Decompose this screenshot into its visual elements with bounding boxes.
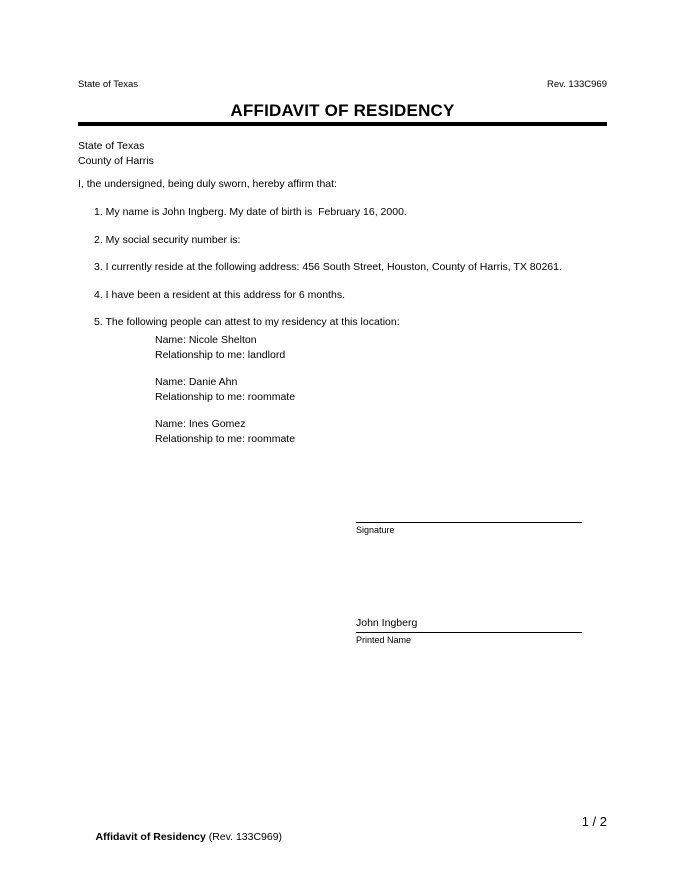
witness-relationship: Relationship to me: roommate	[155, 432, 296, 445]
page-header	[78, 79, 607, 91]
printed-name-caption: Printed Name	[356, 635, 412, 645]
footer-document-label	[78, 816, 282, 858]
title-divider	[78, 122, 607, 126]
footer-document-name: Affidavit of Residency	[95, 831, 206, 843]
header-state-label: State of Texas	[78, 79, 139, 90]
page-title: AFFIDAVIT OF RESIDENCY	[230, 101, 455, 120]
witness-name: Name: Nicole Shelton	[155, 334, 257, 346]
witness-name: Name: Ines Gomez	[155, 418, 246, 430]
list-item	[155, 333, 295, 362]
footer-revision: (Rev. 133C969)	[205, 831, 283, 843]
signature-block	[356, 506, 582, 536]
list-item	[155, 417, 295, 446]
signature-field[interactable]	[356, 506, 582, 522]
page-number: 1 / 2	[581, 814, 607, 829]
list-item: 2. My social security number is:	[94, 233, 241, 246]
page-footer	[78, 814, 607, 858]
jurisdiction-state: State of Texas	[78, 140, 145, 152]
affidavit-items-list	[94, 205, 604, 343]
signature-caption: Signature	[356, 525, 395, 535]
witness-relationship: Relationship to me: roommate	[155, 390, 296, 403]
list-item: 3. I currently reside at the following address: 456 South Street, Houston, County of Harris, TX 80261.	[94, 261, 562, 273]
list-item: 4. I have been a resident at this address for 6 months.	[94, 288, 345, 301]
witness-relationship: Relationship to me: landlord	[155, 348, 286, 361]
printed-name-block	[356, 616, 582, 646]
affirmation-statement: I, the undersigned, being duly sworn, hereby affirm that:	[78, 178, 337, 190]
jurisdiction-county: County of Harris	[78, 154, 154, 167]
witness-list	[155, 333, 295, 459]
witness-name: Name: Danie Ahn	[155, 376, 238, 388]
jurisdiction-block	[78, 139, 154, 168]
list-item: 5. The following people can attest to my residency at this location:	[94, 316, 400, 328]
list-item	[155, 375, 295, 404]
header-revision-label: Rev. 133C969	[546, 79, 607, 90]
printed-name-field[interactable]: John Ingberg	[356, 617, 418, 629]
list-item: 1. My name is John Ingberg. My date of birth is February 16, 2000.	[94, 206, 407, 218]
